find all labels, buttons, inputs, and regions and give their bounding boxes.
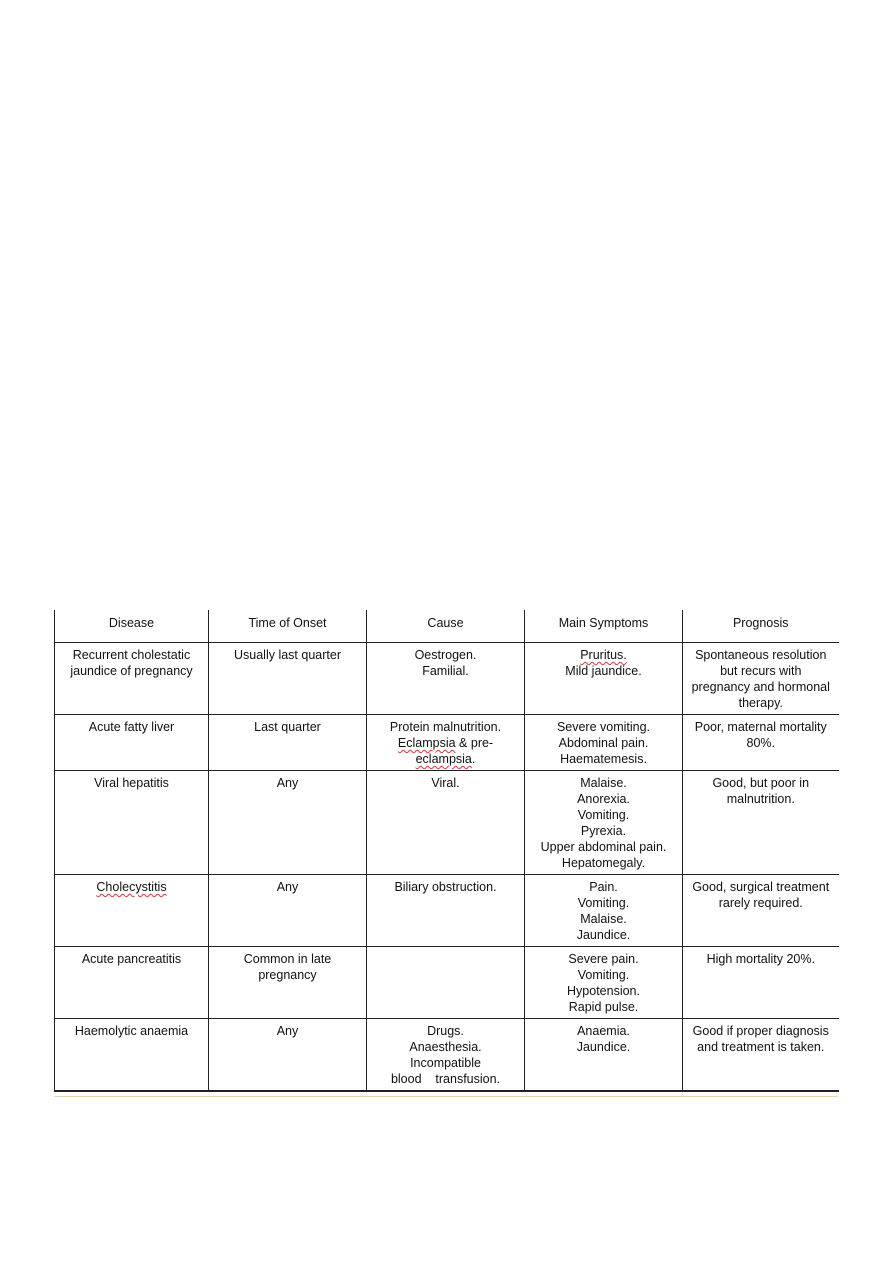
spellcheck-word: Cholecystitis (96, 880, 167, 894)
cell-symptoms (525, 715, 683, 771)
cell-line: malnutrition. (726, 792, 795, 806)
jaundice-in-pregnancy-table (54, 610, 839, 1092)
cell-line: Upper abdominal pain. (540, 840, 667, 854)
cell-line: rarely required. (718, 896, 803, 910)
cell-disease (55, 643, 209, 715)
cell-line: Anorexia. (577, 792, 630, 806)
cell-cause (367, 643, 525, 715)
cell-line: Hepatomegaly. (561, 856, 646, 870)
cell-line: Good, but poor in (712, 776, 810, 790)
cell-line: Common in late (243, 952, 332, 966)
cell-cause (367, 875, 525, 947)
cell-line: Recurrent cholestatic (72, 648, 191, 662)
spellcheck-word: Pruritus. (580, 648, 627, 662)
header-prognosis: Prognosis (683, 610, 839, 643)
cell-line: and treatment is taken. (697, 1040, 825, 1054)
cell-prognosis (683, 643, 839, 715)
cell-disease (55, 1019, 209, 1092)
cell-prognosis (683, 947, 839, 1019)
cell-line: pregnancy (258, 968, 317, 982)
cell-line: Anaesthesia. (409, 1040, 482, 1054)
cell-line: Vomiting. (577, 968, 630, 982)
header-main-symptoms: Main Symptoms (525, 610, 683, 643)
cell-line: Hypotension. (567, 984, 640, 998)
cell-prognosis (683, 875, 839, 947)
cell-prognosis (683, 715, 839, 771)
cell-onset (209, 947, 367, 1019)
cell-line: Abdominal pain. (558, 736, 649, 750)
cell-line: Eclampsia & pre- (397, 736, 494, 750)
cell-line: but recurs with (720, 664, 802, 678)
cell-line: Last quarter (254, 720, 321, 734)
cell-line: Jaundice. (576, 1040, 631, 1054)
cell-line: Viral. (431, 776, 460, 790)
cell-onset (209, 875, 367, 947)
cell-disease (55, 875, 209, 947)
cell-line: jaundice of pregnancy (70, 664, 193, 678)
cell-line: Acute pancreatitis (81, 952, 182, 966)
cell-onset (209, 715, 367, 771)
cell-cause (367, 715, 525, 771)
table-row (55, 771, 839, 875)
cell-onset (209, 771, 367, 875)
cell-line: Any (276, 880, 299, 894)
cell-disease (55, 771, 209, 875)
table-row (55, 715, 839, 771)
cell-line: Good, surgical treatment (692, 880, 830, 894)
cell-line: Acute fatty liver (88, 720, 175, 734)
header-time-of-onset: Time of Onset (209, 610, 367, 643)
cell-line: Jaundice. (576, 928, 631, 942)
header-cause: Cause (367, 610, 525, 643)
cell-line: Pyrexia. (580, 824, 627, 838)
cell-onset (209, 643, 367, 715)
cell-line (529, 647, 678, 663)
cell-disease (55, 715, 209, 771)
cell-line: Vomiting. (577, 808, 630, 822)
cell-line: Anaemia. (577, 1024, 630, 1038)
cell-line: Haemolytic anaemia (74, 1024, 189, 1038)
cell-symptoms (525, 875, 683, 947)
cell-prognosis (683, 771, 839, 875)
cell-line: Spontaneous resolution (695, 648, 827, 662)
cell-line: Good if proper diagnosis (692, 1024, 829, 1038)
table-bottom-rule (54, 1096, 838, 1097)
cell-prognosis (683, 1019, 839, 1092)
cell-line: 80%. (746, 736, 775, 750)
cell-line: Familial. (422, 664, 469, 678)
cell-symptoms (525, 1019, 683, 1092)
cell-line: blood transfusion. (390, 1072, 501, 1086)
cell-symptoms (525, 947, 683, 1019)
cell-line: Vomiting. (577, 896, 630, 910)
cell-line: Any (276, 1024, 299, 1038)
cell-line: Severe pain. (568, 952, 639, 966)
cell-line: Protein malnutrition. (389, 720, 502, 734)
cell-line: Mild jaundice. (565, 664, 642, 678)
cell-line: eclampsia. (415, 752, 476, 766)
cell-onset (209, 1019, 367, 1092)
cell-line: Oestrogen. (414, 648, 477, 662)
cell-line: Malaise. (580, 776, 627, 790)
cell-line: Rapid pulse. (568, 1000, 639, 1014)
spellcheck-word: Eclampsia (397, 736, 456, 750)
cell-line: Drugs. (427, 1024, 464, 1038)
cell-cause (367, 771, 525, 875)
cell-symptoms (525, 771, 683, 875)
cell-disease (55, 947, 209, 1019)
cell-line: therapy. (738, 696, 783, 710)
cell-line: Severe vomiting. (556, 720, 651, 734)
cell-line: Viral hepatitis (94, 776, 169, 790)
cell-line (59, 879, 204, 895)
cell-line: Usually last quarter (234, 648, 341, 662)
spellcheck-word: eclampsia (415, 752, 472, 766)
cell-line: Haematemesis. (560, 752, 647, 766)
cell-line: Incompatible (410, 1056, 481, 1070)
table-row (55, 1019, 839, 1092)
cell-symptoms (525, 643, 683, 715)
cell-line: Biliary obstruction. (394, 880, 497, 894)
cell-line: Poor, maternal mortality (694, 720, 827, 734)
table-header-row (55, 610, 839, 643)
cell-cause (367, 1019, 525, 1092)
cell-line: Pain. (589, 880, 618, 894)
header-disease: Disease (55, 610, 209, 643)
cell-line: pregnancy and hormonal (691, 680, 830, 694)
table-row (55, 643, 839, 715)
cell-line: High mortality 20%. (706, 952, 815, 966)
cell-line: Malaise. (580, 912, 627, 926)
cell-cause (367, 947, 525, 1019)
cell-line: Any (276, 776, 299, 790)
table-row (55, 947, 839, 1019)
table-row (55, 875, 839, 947)
